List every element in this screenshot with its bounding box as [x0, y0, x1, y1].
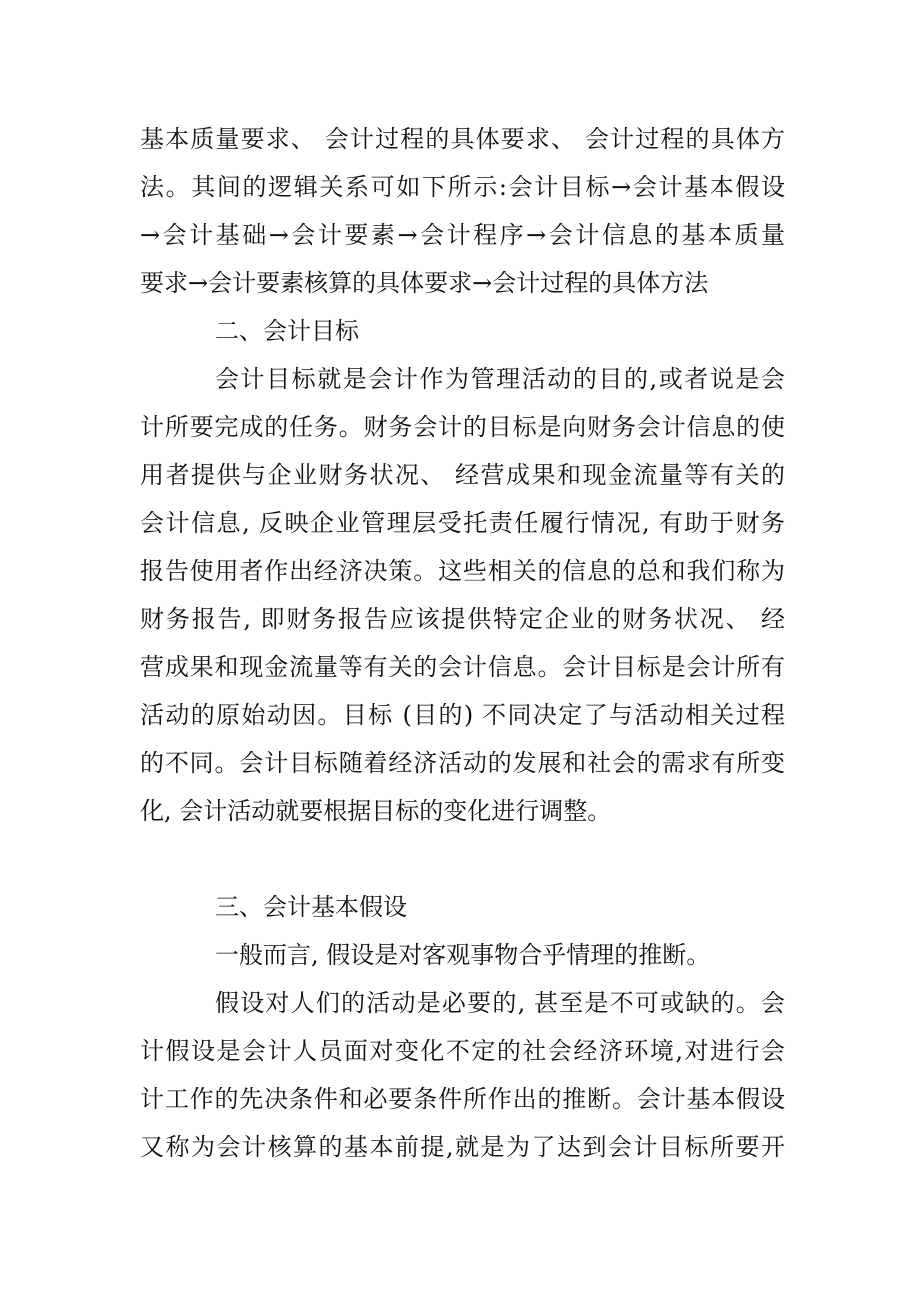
text-line: 报告使用者作出经济决策。这些相关的信息的总和我们称为 — [140, 557, 785, 585]
text-line: 计所要完成的任务。财务会计的目标是向财务会计信息的使 — [140, 413, 785, 441]
text-line: 计工作的先决条件和必要条件所作出的推断。会计基本假设 — [140, 1085, 785, 1113]
text-line: 假设对人们的活动是必要的, 甚至是不可或缺的。会 — [215, 989, 785, 1017]
heading-text: 三、会计基本假设 — [215, 893, 407, 921]
text-line: 的不同。会计目标随着经济活动的发展和社会的需求有所变 — [140, 749, 785, 777]
paragraph-spacer — [140, 835, 785, 883]
text-line: 化, 会计活动就要根据目标的变化进行调整。 — [140, 797, 612, 825]
paragraph-assumption-intro — [140, 931, 785, 979]
text-line: 会计信息, 反映企业管理层受托责任履行情况, 有助于财务 — [140, 509, 785, 537]
paragraph-assumption-detail — [140, 979, 785, 1171]
paragraph-intro — [140, 115, 785, 307]
text-line: 活动的原始动因。目标 (目的) 不同决定了与活动相关过程 — [140, 701, 785, 729]
section-heading-assumptions — [140, 883, 785, 931]
section-heading-goal — [140, 307, 785, 355]
text-line: 用者提供与企业财务状况、 经营成果和现金流量等有关的 — [140, 461, 785, 489]
heading-text: 二、会计目标 — [215, 317, 359, 345]
text-line: 法。其间的逻辑关系可如下所示:会计目标→会计基本假设 — [140, 173, 785, 201]
text-line: 又称为会计核算的基本前提,就是为了达到会计目标所要开 — [140, 1133, 785, 1161]
paragraph-goal — [140, 355, 785, 835]
text-line: 营成果和现金流量等有关的会计信息。会计目标是会计所有 — [140, 653, 785, 681]
text-line: →会计基础→会计要素→会计程序→会计信息的基本质量 — [140, 221, 785, 249]
text-line: 计假设是会计人员面对变化不定的社会经济环境,对进行会 — [140, 1037, 785, 1065]
text-line: 要求→会计要素核算的具体要求→会计过程的具体方法 — [140, 269, 709, 297]
text-line: 会计目标就是会计作为管理活动的目的,或者说是会 — [215, 365, 785, 393]
text-line: 财务报告, 即财务报告应该提供特定企业的财务状况、 经 — [140, 605, 785, 633]
document-body — [140, 115, 785, 1171]
text-line: 基本质量要求、 会计过程的具体要求、 会计过程的具体方 — [140, 125, 785, 153]
text-line: 一般而言, 假设是对客观事物合乎情理的推断。 — [215, 941, 711, 969]
